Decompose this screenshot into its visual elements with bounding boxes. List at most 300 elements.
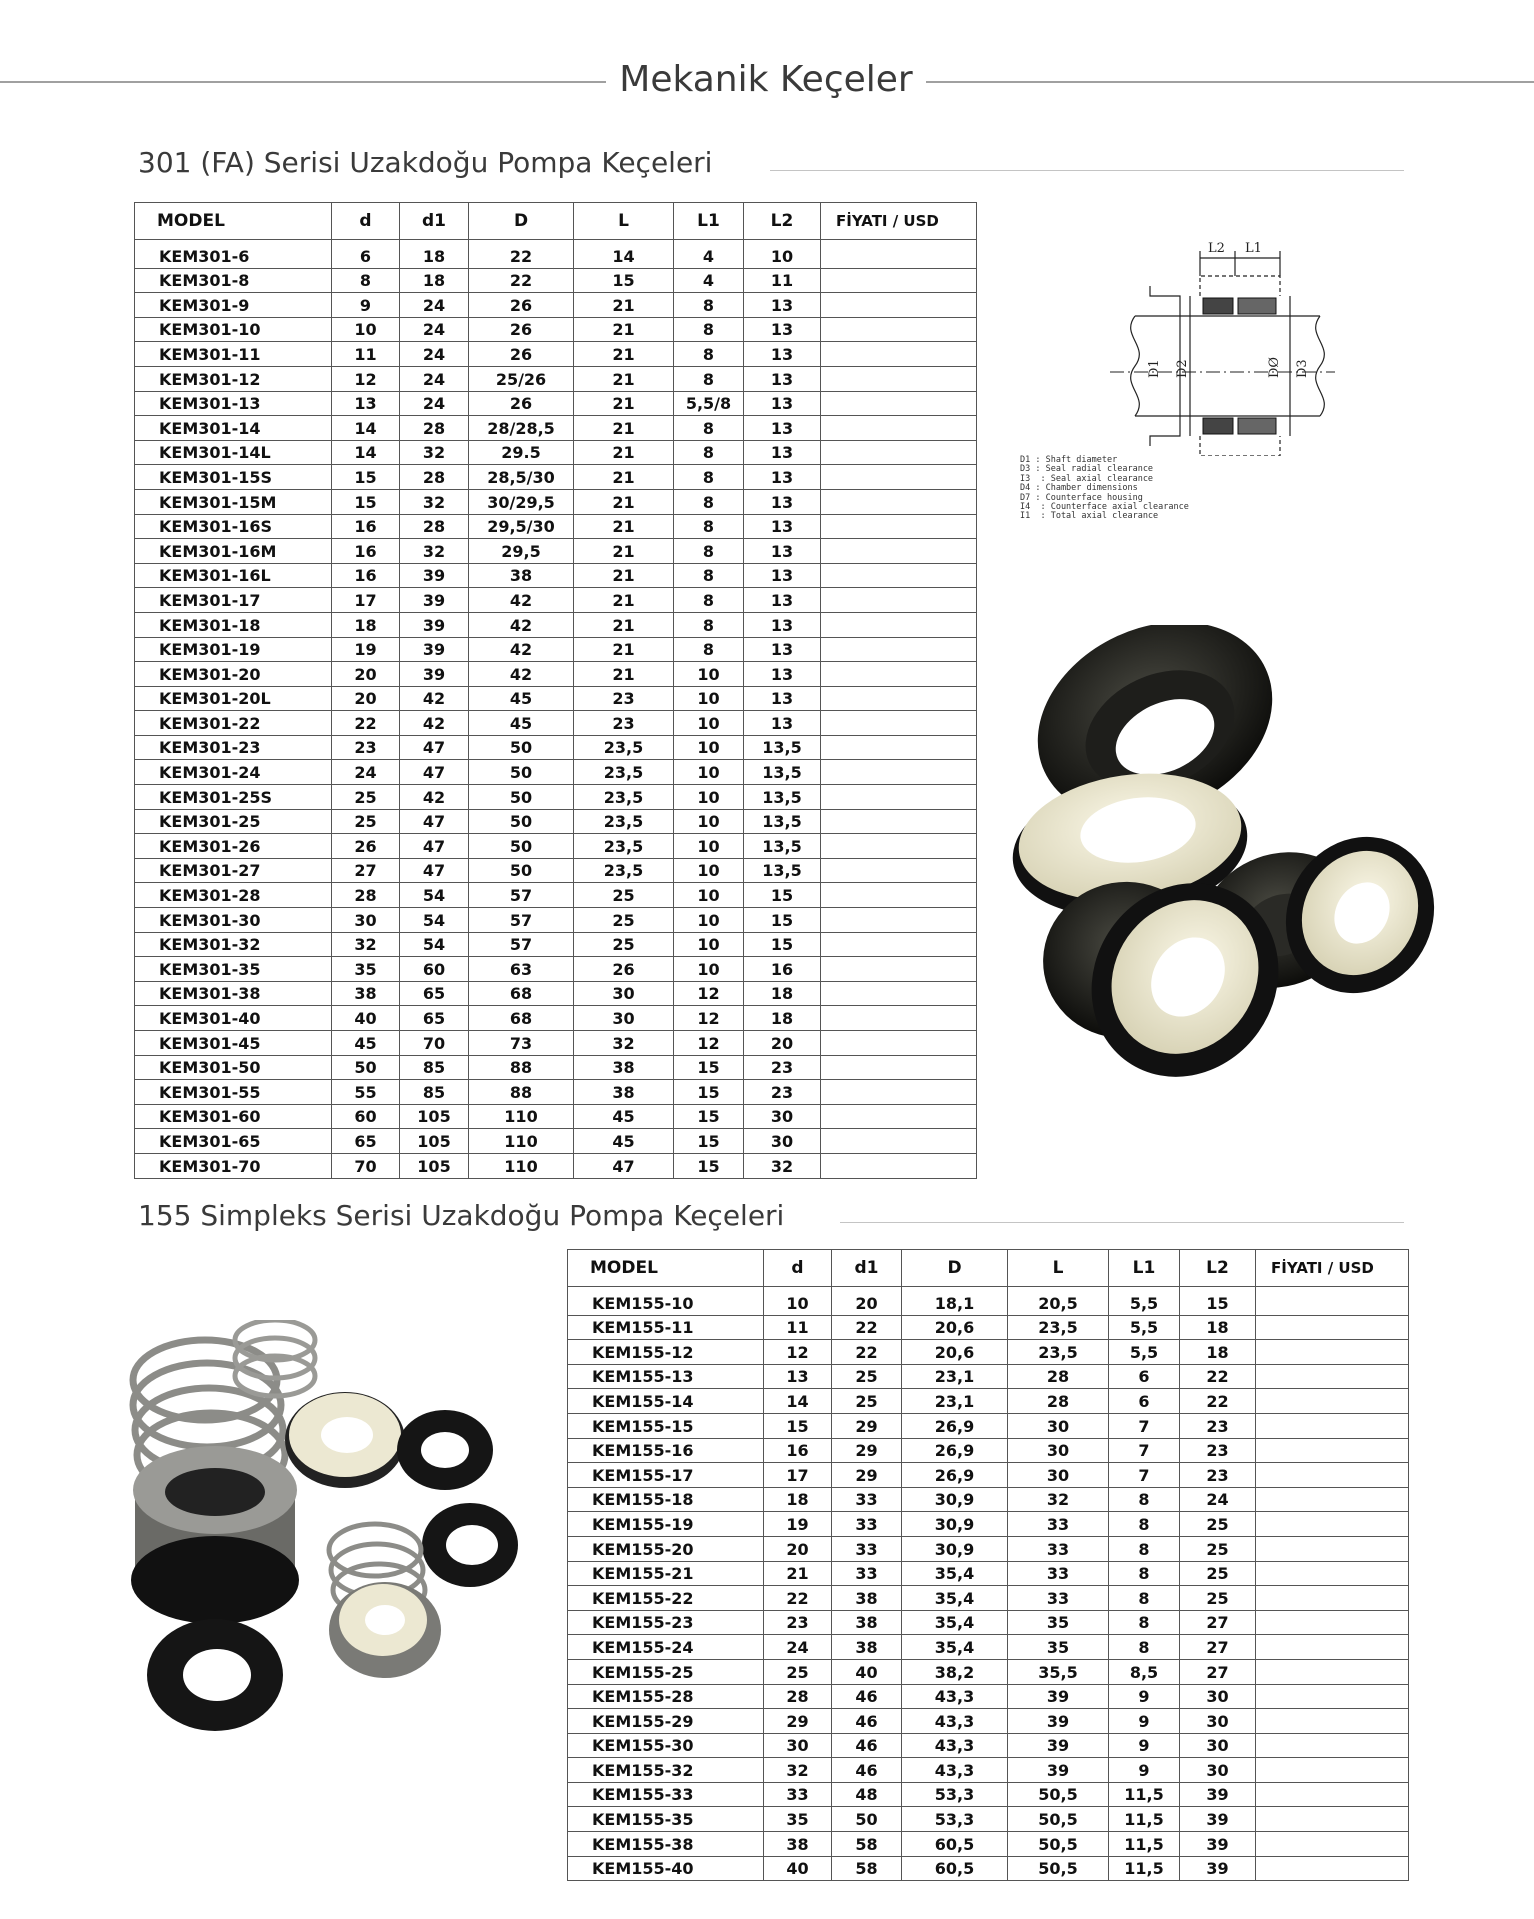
cell-d: 20 [332, 662, 400, 687]
cell-model: KEM155-25 [568, 1659, 764, 1684]
cell-d1: 39 [400, 612, 469, 637]
s155-col-header-l1: L1 [1109, 1250, 1180, 1287]
cell-D: 63 [469, 957, 574, 982]
s155-col-header-d: D [902, 1250, 1008, 1287]
cell-L: 39 [1008, 1758, 1109, 1783]
cell-D: 68 [469, 981, 574, 1006]
cell-L1: 4 [674, 268, 744, 293]
cell-price [1256, 1832, 1409, 1857]
cell-d: 24 [332, 760, 400, 785]
cell-L2: 13 [744, 711, 821, 736]
cell-model: KEM301-30 [135, 908, 332, 933]
cell-d1: 65 [400, 981, 469, 1006]
cell-price [821, 268, 977, 293]
cell-d: 21 [764, 1561, 832, 1586]
cell-L2: 23 [1180, 1463, 1256, 1488]
cell-model: KEM301-28 [135, 883, 332, 908]
section-301-rule [770, 170, 1404, 171]
table-row [568, 1586, 1409, 1611]
cell-d: 11 [332, 342, 400, 367]
cell-model: KEM301-70 [135, 1153, 332, 1178]
cell-L2: 30 [744, 1104, 821, 1129]
cell-d1: 39 [400, 588, 469, 613]
cell-L2: 23 [1180, 1413, 1256, 1438]
table-row [135, 711, 977, 736]
cell-D: 43,3 [902, 1709, 1008, 1734]
cell-L1: 15 [674, 1153, 744, 1178]
diagram-seal-upper-left [1203, 298, 1233, 314]
cell-L1: 12 [674, 1031, 744, 1056]
cell-d1: 32 [400, 539, 469, 564]
cell-D: 30,9 [902, 1487, 1008, 1512]
cell-L: 38 [574, 1080, 674, 1105]
cell-D: 26,9 [902, 1463, 1008, 1488]
cell-L: 23,5 [574, 760, 674, 785]
cell-model: KEM301-16S [135, 514, 332, 539]
photo2-seat-cream [285, 1392, 405, 1488]
cell-d1: 29 [832, 1413, 902, 1438]
cell-model: KEM301-45 [135, 1031, 332, 1056]
cell-d1: 42 [400, 785, 469, 810]
cell-L: 14 [574, 240, 674, 269]
table-row [568, 1856, 1409, 1881]
cell-model: KEM301-40 [135, 1006, 332, 1031]
cell-L1: 10 [674, 834, 744, 859]
cell-d1: 24 [400, 366, 469, 391]
cell-price [821, 637, 977, 662]
cell-L2: 11 [744, 268, 821, 293]
cell-L2: 13 [744, 489, 821, 514]
cell-d1: 47 [400, 760, 469, 785]
cell-L: 33 [1008, 1512, 1109, 1537]
cell-D: 38 [469, 563, 574, 588]
s155-col-header-l2: L2 [1180, 1250, 1256, 1287]
cell-L: 21 [574, 465, 674, 490]
cell-L1: 8 [674, 293, 744, 318]
legend-item: D7 : Counterface housing [1020, 492, 1143, 503]
cell-L2: 15 [744, 883, 821, 908]
cell-L2: 27 [1180, 1635, 1256, 1660]
page-title: Mekanik Keçeler [619, 59, 913, 100]
cell-D: 25/26 [469, 366, 574, 391]
cell-d1: 33 [832, 1561, 902, 1586]
cell-L1: 10 [674, 858, 744, 883]
cell-L2: 25 [1180, 1512, 1256, 1537]
cell-L1: 10 [674, 932, 744, 957]
cell-D: 20,6 [902, 1340, 1008, 1365]
table-row [135, 662, 977, 687]
cell-d1: 28 [400, 514, 469, 539]
cell-L2: 20 [744, 1031, 821, 1056]
cell-D: 60,5 [902, 1832, 1008, 1857]
cell-model: KEM155-32 [568, 1758, 764, 1783]
table-row [135, 858, 977, 883]
cell-L: 50,5 [1008, 1782, 1109, 1807]
cell-d: 15 [332, 489, 400, 514]
cell-D: 26,9 [902, 1438, 1008, 1463]
cell-L: 23,5 [574, 735, 674, 760]
cell-d: 6 [332, 240, 400, 269]
cell-d1: 42 [400, 686, 469, 711]
cell-d1: 85 [400, 1055, 469, 1080]
cell-price [1256, 1659, 1409, 1684]
cell-L1: 5,5 [1109, 1340, 1180, 1365]
cell-D: 50 [469, 735, 574, 760]
cell-D: 29,5 [469, 539, 574, 564]
diagram-label-do: DØ [1267, 356, 1282, 378]
cell-model: KEM301-25S [135, 785, 332, 810]
cell-D: 50 [469, 785, 574, 810]
cell-d: 22 [764, 1586, 832, 1611]
cell-d: 16 [332, 563, 400, 588]
cell-d: 23 [764, 1610, 832, 1635]
cell-model: KEM301-55 [135, 1080, 332, 1105]
cell-D: 26 [469, 391, 574, 416]
cell-d1: 38 [832, 1635, 902, 1660]
table-row [135, 908, 977, 933]
cell-d: 55 [332, 1080, 400, 1105]
cell-L: 21 [574, 612, 674, 637]
cell-d: 27 [332, 858, 400, 883]
cell-D: 57 [469, 883, 574, 908]
cell-model: KEM301-38 [135, 981, 332, 1006]
cell-L1: 15 [674, 1129, 744, 1154]
cell-d1: 46 [832, 1684, 902, 1709]
cell-model: KEM301-60 [135, 1104, 332, 1129]
cell-price [821, 1080, 977, 1105]
cell-D: 26 [469, 317, 574, 342]
cell-d: 30 [764, 1733, 832, 1758]
cell-d1: 65 [400, 1006, 469, 1031]
cell-model: KEM301-23 [135, 735, 332, 760]
cell-model: KEM155-12 [568, 1340, 764, 1365]
cell-d: 16 [332, 539, 400, 564]
cell-d1: 32 [400, 440, 469, 465]
cell-L1: 10 [674, 735, 744, 760]
cell-d1: 33 [832, 1512, 902, 1537]
cell-D: 110 [469, 1104, 574, 1129]
table-row [135, 612, 977, 637]
cell-model: KEM301-14L [135, 440, 332, 465]
cell-d1: 47 [400, 809, 469, 834]
cell-D: 45 [469, 686, 574, 711]
table-row [135, 957, 977, 982]
cell-d1: 20 [832, 1287, 902, 1316]
cell-L2: 13 [744, 588, 821, 613]
cell-price [821, 366, 977, 391]
cell-L1: 8 [1109, 1536, 1180, 1561]
cell-L2: 39 [1180, 1856, 1256, 1881]
table-row [135, 735, 977, 760]
cell-model: KEM155-24 [568, 1635, 764, 1660]
cell-L1: 8 [674, 514, 744, 539]
cell-L: 50,5 [1008, 1856, 1109, 1881]
cell-d: 50 [332, 1055, 400, 1080]
photo2-oring-1 [397, 1410, 493, 1490]
cell-model: KEM155-18 [568, 1487, 764, 1512]
cell-D: 110 [469, 1129, 574, 1154]
photo2-oring-3 [147, 1619, 283, 1731]
cell-D: 57 [469, 908, 574, 933]
cell-L2: 13 [744, 342, 821, 367]
cell-L: 25 [574, 932, 674, 957]
header-rule-right [926, 81, 1534, 83]
table-row [135, 563, 977, 588]
cell-model: KEM155-38 [568, 1832, 764, 1857]
cell-L: 45 [574, 1129, 674, 1154]
cell-d: 25 [332, 809, 400, 834]
cell-price [1256, 1413, 1409, 1438]
cell-L: 15 [574, 268, 674, 293]
table-row [135, 1080, 977, 1105]
cell-L: 25 [574, 883, 674, 908]
cell-D: 26,9 [902, 1413, 1008, 1438]
table-row [568, 1536, 1409, 1561]
cell-price [1256, 1536, 1409, 1561]
cell-L2: 23 [1180, 1438, 1256, 1463]
cell-d: 20 [332, 686, 400, 711]
diagram-seal-upper-right [1238, 298, 1276, 314]
cell-model: KEM301-32 [135, 932, 332, 957]
cell-d1: 38 [832, 1610, 902, 1635]
cell-d: 60 [332, 1104, 400, 1129]
table-row [135, 981, 977, 1006]
cell-price [821, 514, 977, 539]
cell-L1: 15 [674, 1080, 744, 1105]
cell-L: 21 [574, 440, 674, 465]
cell-price [821, 240, 977, 269]
cell-D: 22 [469, 240, 574, 269]
cell-L: 32 [1008, 1487, 1109, 1512]
cell-price [821, 834, 977, 859]
cell-L2: 32 [744, 1153, 821, 1178]
cell-L: 21 [574, 514, 674, 539]
cell-D: 23,1 [902, 1389, 1008, 1414]
cell-D: 50 [469, 858, 574, 883]
cell-D: 28,5/30 [469, 465, 574, 490]
cell-L2: 25 [1180, 1561, 1256, 1586]
cell-model: KEM155-10 [568, 1287, 764, 1316]
table-row [135, 1006, 977, 1031]
table-header-row [135, 203, 977, 240]
cell-model: KEM155-29 [568, 1709, 764, 1734]
cell-price [1256, 1512, 1409, 1537]
table-row [568, 1315, 1409, 1340]
cell-L1: 6 [1109, 1389, 1180, 1414]
table-row [135, 1129, 977, 1154]
table-row [135, 588, 977, 613]
cell-model: KEM301-20L [135, 686, 332, 711]
cell-d1: 28 [400, 416, 469, 441]
cell-L1: 7 [1109, 1413, 1180, 1438]
cell-D: 57 [469, 932, 574, 957]
cell-d1: 42 [400, 711, 469, 736]
diagram-seal-lower-right [1238, 418, 1276, 434]
cell-D: 26 [469, 293, 574, 318]
diagram-break-left [1131, 316, 1140, 416]
cell-D: 50 [469, 809, 574, 834]
cell-D: 42 [469, 637, 574, 662]
cell-d1: 25 [832, 1389, 902, 1414]
cell-d1: 32 [400, 489, 469, 514]
cell-L1: 12 [674, 981, 744, 1006]
cell-d1: 58 [832, 1856, 902, 1881]
s155-col-header-d: d [764, 1250, 832, 1287]
table-row [135, 317, 977, 342]
cell-L: 21 [574, 293, 674, 318]
cell-L: 30 [574, 1006, 674, 1031]
cell-L1: 10 [674, 957, 744, 982]
cell-model: KEM301-11 [135, 342, 332, 367]
cell-price [821, 440, 977, 465]
cell-d: 17 [332, 588, 400, 613]
table-row [568, 1758, 1409, 1783]
diagram-label-l1: L1 [1245, 241, 1262, 256]
table-row [568, 1659, 1409, 1684]
table-row [135, 834, 977, 859]
cell-d: 15 [764, 1413, 832, 1438]
cell-model: KEM301-20 [135, 662, 332, 687]
cell-L2: 39 [1180, 1807, 1256, 1832]
cell-L2: 13,5 [744, 760, 821, 785]
cell-price [821, 981, 977, 1006]
cell-price [821, 293, 977, 318]
cell-model: KEM155-16 [568, 1438, 764, 1463]
cell-L: 23,5 [574, 858, 674, 883]
s155-col-header-d1: d1 [832, 1250, 902, 1287]
cell-price [1256, 1758, 1409, 1783]
cell-D: 42 [469, 612, 574, 637]
cell-L: 38 [574, 1055, 674, 1080]
cell-D: 35,4 [902, 1561, 1008, 1586]
cell-L1: 8 [674, 342, 744, 367]
cell-L: 23 [574, 711, 674, 736]
cell-price [821, 588, 977, 613]
cell-model: KEM301-25 [135, 809, 332, 834]
cell-d1: 24 [400, 293, 469, 318]
cell-d: 28 [764, 1684, 832, 1709]
cell-d1: 70 [400, 1031, 469, 1056]
cell-L: 23,5 [574, 809, 674, 834]
cell-L1: 8 [674, 465, 744, 490]
cell-d: 14 [764, 1389, 832, 1414]
cell-L: 33 [1008, 1561, 1109, 1586]
cell-L1: 8,5 [1109, 1659, 1180, 1684]
cell-L2: 13 [744, 514, 821, 539]
cell-d1: 38 [832, 1586, 902, 1611]
cell-L: 21 [574, 637, 674, 662]
cell-d: 11 [764, 1315, 832, 1340]
table-row [135, 686, 977, 711]
cell-d: 28 [332, 883, 400, 908]
s301-col-header-d: d [332, 203, 400, 240]
cell-model: KEM155-19 [568, 1512, 764, 1537]
cell-L: 33 [1008, 1586, 1109, 1611]
cell-L: 39 [1008, 1709, 1109, 1734]
s301-col-header-model: MODEL [135, 203, 332, 240]
cell-L1: 5,5 [1109, 1287, 1180, 1316]
diagram-label-d1: D1 [1147, 359, 1162, 378]
cell-price [821, 785, 977, 810]
cell-D: 42 [469, 588, 574, 613]
cell-L1: 7 [1109, 1438, 1180, 1463]
diagram-break-right [1316, 316, 1325, 416]
cell-L: 47 [574, 1153, 674, 1178]
cell-L: 30 [574, 981, 674, 1006]
cell-d: 14 [332, 440, 400, 465]
table-row [568, 1487, 1409, 1512]
cell-L: 39 [1008, 1684, 1109, 1709]
cell-L1: 10 [674, 785, 744, 810]
cell-d1: 47 [400, 834, 469, 859]
cell-price [821, 539, 977, 564]
cell-D: 68 [469, 1006, 574, 1031]
cell-price [1256, 1438, 1409, 1463]
cell-d: 12 [332, 366, 400, 391]
cell-L: 50,5 [1008, 1807, 1109, 1832]
cell-price [1256, 1709, 1409, 1734]
cell-L: 30 [1008, 1438, 1109, 1463]
cell-price [821, 489, 977, 514]
table-row [135, 416, 977, 441]
cell-L2: 13 [744, 416, 821, 441]
cell-d: 22 [332, 711, 400, 736]
cell-price [821, 342, 977, 367]
cell-D: 53,3 [902, 1782, 1008, 1807]
cell-L2: 13 [744, 465, 821, 490]
cell-D: 43,3 [902, 1758, 1008, 1783]
cell-L: 23,5 [574, 834, 674, 859]
cell-d1: 105 [400, 1153, 469, 1178]
cell-d1: 39 [400, 637, 469, 662]
cell-L: 21 [574, 662, 674, 687]
table-row [135, 514, 977, 539]
cell-d: 29 [764, 1709, 832, 1734]
cell-L1: 12 [674, 1006, 744, 1031]
cell-L1: 8 [674, 366, 744, 391]
cell-L: 21 [574, 539, 674, 564]
cell-price [821, 1006, 977, 1031]
cell-price [821, 809, 977, 834]
cell-model: KEM301-19 [135, 637, 332, 662]
cell-L2: 13 [744, 366, 821, 391]
cell-price [821, 932, 977, 957]
cell-price [1256, 1807, 1409, 1832]
cell-L1: 10 [674, 686, 744, 711]
cell-L2: 23 [744, 1080, 821, 1105]
cell-L: 35,5 [1008, 1659, 1109, 1684]
cell-model: KEM301-15S [135, 465, 332, 490]
cell-d1: 46 [832, 1758, 902, 1783]
table-row [568, 1709, 1409, 1734]
cell-L1: 9 [1109, 1709, 1180, 1734]
cell-d: 14 [332, 416, 400, 441]
cell-L2: 13 [744, 637, 821, 662]
cell-model: KEM301-8 [135, 268, 332, 293]
cell-D: 43,3 [902, 1684, 1008, 1709]
cell-d: 10 [332, 317, 400, 342]
cell-model: KEM301-13 [135, 391, 332, 416]
cell-L2: 13,5 [744, 834, 821, 859]
cell-d1: 54 [400, 883, 469, 908]
cell-D: 53,3 [902, 1807, 1008, 1832]
cell-price [821, 908, 977, 933]
table-row [135, 1031, 977, 1056]
cell-model: KEM155-15 [568, 1413, 764, 1438]
cell-price [821, 1104, 977, 1129]
cell-L2: 15 [744, 932, 821, 957]
cell-d: 26 [332, 834, 400, 859]
